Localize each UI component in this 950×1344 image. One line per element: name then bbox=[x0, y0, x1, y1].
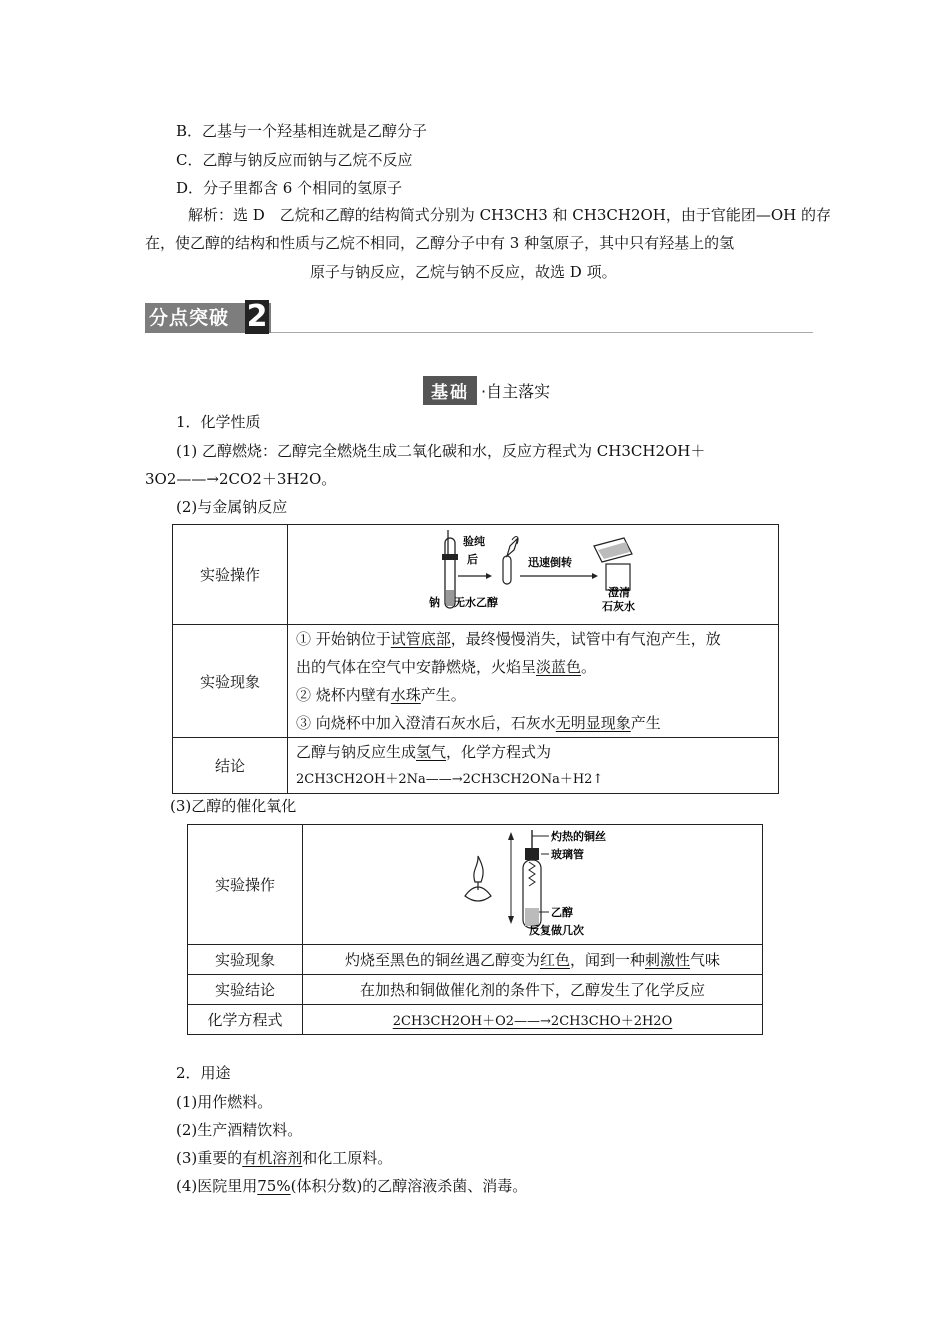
t1-label-conclusion: 结论 bbox=[173, 738, 288, 794]
conc-1a: 乙醇与钠反应生成 bbox=[296, 742, 417, 761]
fig-label-ethanol: 无水乙醇 bbox=[454, 595, 498, 609]
use-2: (2)生产酒精饮料。 bbox=[176, 1121, 303, 1139]
obs-2b: 淡蓝色 bbox=[536, 658, 582, 676]
t2-ph-c: ，闻到一种 bbox=[569, 951, 645, 969]
fig-label-zhuan: 迅速倒转 bbox=[528, 555, 572, 569]
fig-label-ethanol: 乙醇 bbox=[551, 905, 573, 919]
obs-4b: 无明显现象 bbox=[555, 714, 631, 732]
section-badge bbox=[145, 299, 271, 334]
t2-ph-d: 刺激性 bbox=[645, 951, 691, 969]
option-c: C．乙醇与钠反应而钠与乙烷不反应 bbox=[176, 151, 413, 169]
section-badge-text: 分点突破 bbox=[149, 307, 230, 329]
obs-1a: ① 开始钠位于 bbox=[296, 630, 391, 648]
fig-label-glass-tube: 玻璃管 bbox=[551, 847, 584, 861]
fig-label-qing: 澄清 bbox=[608, 585, 630, 599]
oxidation-table bbox=[187, 824, 763, 1035]
t2-label-operation: 实验操作 bbox=[188, 825, 303, 945]
conc-equation: 2CH3CH2OH＋2Na——→2CH3CH2ONa＋H2↑ bbox=[296, 771, 604, 787]
option-d: D．分子里都含 6 个相同的氢原子 bbox=[176, 179, 403, 197]
t2-equation bbox=[303, 1005, 763, 1035]
use-3 bbox=[176, 1148, 392, 1168]
beaker-icon bbox=[594, 538, 632, 590]
use-1: (1)用作燃料。 bbox=[176, 1093, 273, 1111]
t2-conclusion: 在加热和铜做催化剂的条件下，乙醇发生了化学反应 bbox=[303, 975, 763, 1005]
t1-phenomenon bbox=[288, 625, 779, 738]
t2-ph-b: 红色 bbox=[539, 951, 570, 969]
alcohol-lamp-icon bbox=[465, 856, 491, 901]
obs-3a: ② 烧杯内壁有 bbox=[296, 686, 391, 704]
analysis-line-2: 在，使乙醇的结构和性质与乙烷不相同，乙醇分子中有 3 种氢原子，其中只有羟基上的氢 bbox=[145, 234, 735, 252]
obs-1b: 试管底部 bbox=[390, 630, 451, 648]
t2-label-equation: 化学方程式 bbox=[188, 1005, 303, 1035]
subheading bbox=[423, 376, 550, 404]
use-3c: 和化工原料。 bbox=[302, 1149, 393, 1167]
use-4b: 75% bbox=[257, 1177, 291, 1195]
fig-label-yanchun: 验纯 bbox=[463, 534, 485, 548]
vertical-arrow-icon bbox=[508, 832, 514, 924]
conc-1c: ，化学方程式为 bbox=[446, 742, 552, 761]
part2-title: 2．用途 bbox=[176, 1064, 231, 1082]
fig-label-na: 钠 bbox=[429, 595, 440, 609]
s2-title: (2)与金属钠反应 bbox=[176, 498, 288, 516]
obs-1c: ，最终慢慢消失，试管中有气泡产生，放 bbox=[450, 630, 721, 648]
section-header bbox=[145, 299, 813, 335]
option-b: B．乙基与一个羟基相连就是乙醇分子 bbox=[176, 122, 428, 140]
sodium-experiment-figure bbox=[288, 526, 776, 624]
fig-label-copper-wire: 灼热的铜丝 bbox=[551, 829, 606, 843]
fig-label-hou: 后 bbox=[467, 552, 478, 566]
obs-2c: 。 bbox=[581, 658, 597, 676]
subheading-rest: ·自主落实 bbox=[481, 381, 551, 401]
t1-label-phenomenon: 实验现象 bbox=[173, 625, 288, 738]
obs-3c: 产生。 bbox=[420, 686, 466, 704]
t2-label-phenomenon: 实验现象 bbox=[188, 945, 303, 975]
part1-title: 1．化学性质 bbox=[176, 413, 261, 431]
t1-label-operation: 实验操作 bbox=[173, 525, 288, 625]
analysis-line-1: 解析：选 D 乙烷和乙醇的结构简式分别为 CH3CH3 和 CH3CH2OH，由于官能团—OH 的存 bbox=[188, 206, 832, 224]
t2-equation-text: 2CH3CH2OH＋O2——→2CH3CHO＋2H2O bbox=[392, 1014, 673, 1029]
section-divider bbox=[271, 332, 813, 333]
fig-label-limewater: 石灰水 bbox=[602, 599, 635, 613]
t1-figure-cell bbox=[288, 525, 779, 625]
fig-label-repeat: 反复做几次 bbox=[529, 923, 584, 937]
use-4 bbox=[176, 1176, 527, 1196]
t2-phenomenon bbox=[303, 945, 763, 975]
copper-oxidation-figure bbox=[303, 826, 761, 944]
t2-figure-cell bbox=[303, 825, 763, 945]
t1-conclusion bbox=[288, 738, 779, 794]
t2-label-conclusion: 实验结论 bbox=[188, 975, 303, 1005]
obs-4a: ③ 向烧杯中加入澄清石灰水后，石灰水 bbox=[296, 714, 556, 732]
section-badge-number: 2 bbox=[246, 299, 268, 334]
use-4c: (体积分数)的乙醇溶液杀菌、消毒。 bbox=[290, 1177, 528, 1195]
t2-ph-a: 灼烧至黑色的铜丝遇乙醇变为 bbox=[344, 951, 540, 969]
conc-1b: 氢气 bbox=[416, 742, 447, 761]
obs-3b: 水珠 bbox=[390, 686, 421, 704]
obs-4c: 产生 bbox=[630, 714, 661, 732]
s1-line-1: (1) 乙醇燃烧：乙醇完全燃烧生成二氧化碳和水，反应方程式为 CH3CH2OH＋ bbox=[176, 442, 706, 460]
analysis-line-3: 原子与钠反应，乙烷与钠不反应，故选 D 项。 bbox=[310, 263, 617, 281]
s1-line-2: 3O2——→2CO2＋3H2O。 bbox=[145, 470, 337, 488]
sodium-reaction-table bbox=[172, 524, 779, 794]
use-4a: (4)医院里用 bbox=[176, 1177, 258, 1195]
t2-ph-e: 气味 bbox=[690, 951, 721, 969]
obs-2a: 出的气体在空气中安静燃烧，火焰呈 bbox=[296, 658, 537, 676]
use-3a: (3)重要的 bbox=[176, 1149, 243, 1167]
glass-tube-icon bbox=[523, 830, 541, 928]
subheading-box: 基础 bbox=[423, 376, 477, 405]
s3-title: (3)乙醇的催化氧化 bbox=[170, 797, 297, 815]
flame-tube-icon bbox=[503, 536, 518, 583]
use-3b: 有机溶剂 bbox=[242, 1149, 303, 1167]
